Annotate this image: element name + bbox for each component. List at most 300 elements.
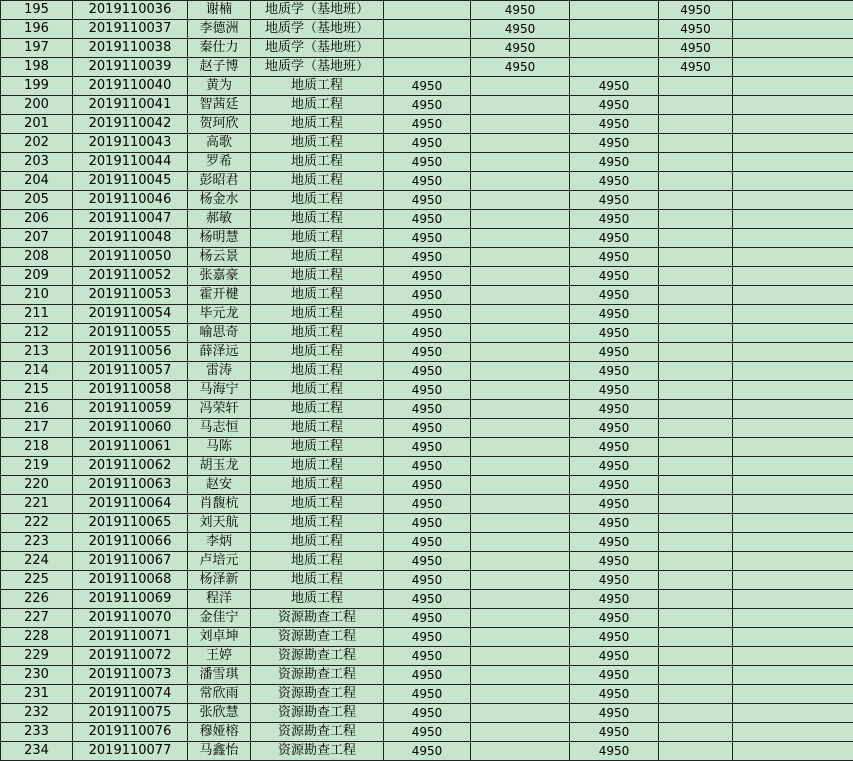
cell-index[interactable]: 204 bbox=[1, 172, 73, 191]
table-row[interactable] bbox=[1, 400, 853, 419]
cell-amount-a[interactable]: 4950 bbox=[384, 191, 471, 210]
cell-amount-a[interactable]: 4950 bbox=[384, 609, 471, 628]
cell-major[interactable]: 资源勘查工程 bbox=[251, 628, 384, 647]
cell-name[interactable]: 金佳宁 bbox=[188, 609, 251, 628]
cell-amount-b[interactable] bbox=[471, 476, 570, 495]
cell-student-id[interactable]: 2019110056 bbox=[73, 343, 188, 362]
cell-amount-b[interactable]: 4950 bbox=[471, 1, 570, 20]
cell-major[interactable]: 资源勘查工程 bbox=[251, 723, 384, 742]
cell-amount-b[interactable] bbox=[471, 286, 570, 305]
cell-amount-c[interactable]: 4950 bbox=[570, 191, 659, 210]
cell-major[interactable]: 地质学（基地班） bbox=[251, 1, 384, 20]
cell-amount-b[interactable] bbox=[471, 362, 570, 381]
cell-amount-a[interactable]: 4950 bbox=[384, 172, 471, 191]
cell-name[interactable]: 赵子博 bbox=[188, 58, 251, 77]
cell-amount-d[interactable] bbox=[659, 210, 733, 229]
cell-name[interactable]: 刘卓坤 bbox=[188, 628, 251, 647]
cell-index[interactable]: 202 bbox=[1, 134, 73, 153]
cell-student-id[interactable]: 2019110066 bbox=[73, 533, 188, 552]
cell-major[interactable]: 地质工程 bbox=[251, 115, 384, 134]
cell-amount-b[interactable] bbox=[471, 495, 570, 514]
cell-amount-a[interactable]: 4950 bbox=[384, 628, 471, 647]
table-row[interactable] bbox=[1, 58, 853, 77]
cell-amount-a[interactable]: 4950 bbox=[384, 115, 471, 134]
cell-amount-c[interactable]: 4950 bbox=[570, 533, 659, 552]
cell-index[interactable]: 205 bbox=[1, 191, 73, 210]
cell-student-id[interactable]: 2019110065 bbox=[73, 514, 188, 533]
cell-amount-b[interactable] bbox=[471, 666, 570, 685]
table-row[interactable] bbox=[1, 419, 853, 438]
cell-amount-a[interactable]: 4950 bbox=[384, 286, 471, 305]
cell-major[interactable]: 地质工程 bbox=[251, 362, 384, 381]
cell-amount-b[interactable] bbox=[471, 343, 570, 362]
cell-empty[interactable] bbox=[733, 248, 853, 267]
cell-amount-a[interactable]: 4950 bbox=[384, 96, 471, 115]
table-row[interactable] bbox=[1, 362, 853, 381]
cell-amount-b[interactable] bbox=[471, 153, 570, 172]
cell-student-id[interactable]: 2019110036 bbox=[73, 1, 188, 20]
cell-empty[interactable] bbox=[733, 381, 853, 400]
cell-name[interactable]: 贺珂欣 bbox=[188, 115, 251, 134]
cell-amount-d[interactable] bbox=[659, 476, 733, 495]
table-row[interactable] bbox=[1, 343, 853, 362]
cell-amount-d[interactable]: 4950 bbox=[659, 58, 733, 77]
cell-amount-d[interactable] bbox=[659, 172, 733, 191]
cell-major[interactable]: 地质工程 bbox=[251, 153, 384, 172]
cell-student-id[interactable]: 2019110067 bbox=[73, 552, 188, 571]
cell-student-id[interactable]: 2019110070 bbox=[73, 609, 188, 628]
cell-name[interactable]: 谢楠 bbox=[188, 1, 251, 20]
cell-amount-b[interactable] bbox=[471, 210, 570, 229]
cell-amount-a[interactable]: 4950 bbox=[384, 533, 471, 552]
table-row[interactable] bbox=[1, 590, 853, 609]
cell-major[interactable]: 地质工程 bbox=[251, 514, 384, 533]
table-row[interactable] bbox=[1, 172, 853, 191]
cell-student-id[interactable]: 2019110050 bbox=[73, 248, 188, 267]
cell-amount-b[interactable] bbox=[471, 381, 570, 400]
table-row[interactable] bbox=[1, 20, 853, 39]
cell-amount-a[interactable]: 4950 bbox=[384, 362, 471, 381]
cell-amount-c[interactable]: 4950 bbox=[570, 704, 659, 723]
cell-name[interactable]: 马志恒 bbox=[188, 419, 251, 438]
cell-amount-a[interactable]: 4950 bbox=[384, 476, 471, 495]
cell-student-id[interactable]: 2019110064 bbox=[73, 495, 188, 514]
cell-amount-a[interactable] bbox=[384, 20, 471, 39]
cell-index[interactable]: 219 bbox=[1, 457, 73, 476]
cell-student-id[interactable]: 2019110073 bbox=[73, 666, 188, 685]
cell-empty[interactable] bbox=[733, 495, 853, 514]
cell-amount-d[interactable] bbox=[659, 267, 733, 286]
cell-student-id[interactable]: 2019110046 bbox=[73, 191, 188, 210]
table-row[interactable] bbox=[1, 115, 853, 134]
cell-amount-a[interactable]: 4950 bbox=[384, 704, 471, 723]
cell-amount-a[interactable]: 4950 bbox=[384, 647, 471, 666]
table-row[interactable] bbox=[1, 457, 853, 476]
cell-amount-a[interactable]: 4950 bbox=[384, 438, 471, 457]
cell-amount-c[interactable]: 4950 bbox=[570, 96, 659, 115]
cell-student-id[interactable]: 2019110071 bbox=[73, 628, 188, 647]
cell-amount-b[interactable]: 4950 bbox=[471, 20, 570, 39]
cell-amount-d[interactable] bbox=[659, 438, 733, 457]
cell-empty[interactable] bbox=[733, 419, 853, 438]
cell-major[interactable]: 地质工程 bbox=[251, 590, 384, 609]
cell-empty[interactable] bbox=[733, 229, 853, 248]
cell-amount-d[interactable] bbox=[659, 723, 733, 742]
cell-major[interactable]: 地质工程 bbox=[251, 191, 384, 210]
cell-amount-c[interactable]: 4950 bbox=[570, 438, 659, 457]
cell-amount-c[interactable]: 4950 bbox=[570, 685, 659, 704]
cell-name[interactable]: 高歌 bbox=[188, 134, 251, 153]
cell-amount-c[interactable]: 4950 bbox=[570, 229, 659, 248]
cell-amount-d[interactable] bbox=[659, 134, 733, 153]
cell-amount-b[interactable] bbox=[471, 267, 570, 286]
table-row[interactable] bbox=[1, 647, 853, 666]
cell-name[interactable]: 李炳 bbox=[188, 533, 251, 552]
cell-student-id[interactable]: 2019110043 bbox=[73, 134, 188, 153]
cell-student-id[interactable]: 2019110069 bbox=[73, 590, 188, 609]
cell-index[interactable]: 201 bbox=[1, 115, 73, 134]
cell-name[interactable]: 胡玉龙 bbox=[188, 457, 251, 476]
cell-amount-b[interactable] bbox=[471, 400, 570, 419]
cell-amount-b[interactable] bbox=[471, 248, 570, 267]
cell-amount-d[interactable] bbox=[659, 324, 733, 343]
cell-student-id[interactable]: 2019110045 bbox=[73, 172, 188, 191]
cell-index[interactable]: 198 bbox=[1, 58, 73, 77]
cell-amount-a[interactable]: 4950 bbox=[384, 742, 471, 761]
cell-index[interactable]: 197 bbox=[1, 39, 73, 58]
cell-name[interactable]: 冯荣轩 bbox=[188, 400, 251, 419]
cell-amount-a[interactable]: 4950 bbox=[384, 134, 471, 153]
cell-index[interactable]: 233 bbox=[1, 723, 73, 742]
cell-amount-a[interactable] bbox=[384, 1, 471, 20]
cell-amount-d[interactable] bbox=[659, 533, 733, 552]
cell-amount-a[interactable]: 4950 bbox=[384, 400, 471, 419]
cell-amount-c[interactable]: 4950 bbox=[570, 267, 659, 286]
cell-major[interactable]: 地质工程 bbox=[251, 248, 384, 267]
cell-name[interactable]: 刘天航 bbox=[188, 514, 251, 533]
cell-major[interactable]: 地质学（基地班） bbox=[251, 39, 384, 58]
cell-amount-d[interactable] bbox=[659, 419, 733, 438]
cell-major[interactable]: 地质工程 bbox=[251, 210, 384, 229]
cell-amount-d[interactable] bbox=[659, 248, 733, 267]
cell-amount-c[interactable]: 4950 bbox=[570, 210, 659, 229]
cell-amount-d[interactable] bbox=[659, 77, 733, 96]
cell-index[interactable]: 210 bbox=[1, 286, 73, 305]
cell-amount-c[interactable]: 4950 bbox=[570, 172, 659, 191]
table-row[interactable] bbox=[1, 704, 853, 723]
cell-amount-c[interactable]: 4950 bbox=[570, 286, 659, 305]
cell-name[interactable]: 穆娅榕 bbox=[188, 723, 251, 742]
table-row[interactable] bbox=[1, 210, 853, 229]
cell-amount-d[interactable] bbox=[659, 153, 733, 172]
cell-amount-d[interactable] bbox=[659, 286, 733, 305]
cell-empty[interactable] bbox=[733, 476, 853, 495]
cell-name[interactable]: 薛泽远 bbox=[188, 343, 251, 362]
cell-amount-a[interactable]: 4950 bbox=[384, 229, 471, 248]
cell-amount-c[interactable] bbox=[570, 20, 659, 39]
cell-major[interactable]: 地质工程 bbox=[251, 172, 384, 191]
cell-empty[interactable] bbox=[733, 39, 853, 58]
cell-index[interactable]: 199 bbox=[1, 77, 73, 96]
cell-name[interactable]: 霍开楗 bbox=[188, 286, 251, 305]
cell-amount-d[interactable] bbox=[659, 495, 733, 514]
cell-amount-b[interactable] bbox=[471, 742, 570, 761]
cell-amount-c[interactable]: 4950 bbox=[570, 324, 659, 343]
cell-index[interactable]: 222 bbox=[1, 514, 73, 533]
cell-empty[interactable] bbox=[733, 115, 853, 134]
cell-student-id[interactable]: 2019110044 bbox=[73, 153, 188, 172]
table-row[interactable] bbox=[1, 628, 853, 647]
cell-amount-a[interactable] bbox=[384, 58, 471, 77]
cell-empty[interactable] bbox=[733, 1, 853, 20]
cell-name[interactable]: 王婷 bbox=[188, 647, 251, 666]
cell-major[interactable]: 地质工程 bbox=[251, 552, 384, 571]
cell-amount-b[interactable] bbox=[471, 77, 570, 96]
cell-amount-a[interactable]: 4950 bbox=[384, 324, 471, 343]
cell-amount-d[interactable] bbox=[659, 552, 733, 571]
table-row[interactable] bbox=[1, 476, 853, 495]
cell-amount-b[interactable]: 4950 bbox=[471, 58, 570, 77]
cell-student-id[interactable]: 2019110039 bbox=[73, 58, 188, 77]
cell-index[interactable]: 225 bbox=[1, 571, 73, 590]
cell-index[interactable]: 221 bbox=[1, 495, 73, 514]
cell-major[interactable]: 资源勘查工程 bbox=[251, 666, 384, 685]
cell-amount-c[interactable]: 4950 bbox=[570, 134, 659, 153]
cell-index[interactable]: 196 bbox=[1, 20, 73, 39]
cell-index[interactable]: 214 bbox=[1, 362, 73, 381]
cell-name[interactable]: 雷涛 bbox=[188, 362, 251, 381]
cell-amount-a[interactable]: 4950 bbox=[384, 419, 471, 438]
cell-student-id[interactable]: 2019110038 bbox=[73, 39, 188, 58]
cell-amount-d[interactable] bbox=[659, 514, 733, 533]
cell-amount-c[interactable]: 4950 bbox=[570, 647, 659, 666]
cell-amount-c[interactable]: 4950 bbox=[570, 457, 659, 476]
cell-empty[interactable] bbox=[733, 514, 853, 533]
cell-name[interactable]: 罗希 bbox=[188, 153, 251, 172]
cell-major[interactable]: 地质学（基地班） bbox=[251, 58, 384, 77]
cell-index[interactable]: 216 bbox=[1, 400, 73, 419]
cell-name[interactable]: 张嘉豪 bbox=[188, 267, 251, 286]
cell-amount-a[interactable]: 4950 bbox=[384, 248, 471, 267]
cell-index[interactable]: 217 bbox=[1, 419, 73, 438]
cell-student-id[interactable]: 2019110074 bbox=[73, 685, 188, 704]
cell-amount-a[interactable]: 4950 bbox=[384, 210, 471, 229]
cell-name[interactable]: 郝敏 bbox=[188, 210, 251, 229]
cell-amount-a[interactable] bbox=[384, 39, 471, 58]
cell-amount-a[interactable]: 4950 bbox=[384, 77, 471, 96]
cell-amount-c[interactable]: 4950 bbox=[570, 571, 659, 590]
cell-amount-c[interactable]: 4950 bbox=[570, 153, 659, 172]
cell-student-id[interactable]: 2019110047 bbox=[73, 210, 188, 229]
cell-index[interactable]: 209 bbox=[1, 267, 73, 286]
cell-name[interactable]: 彭昭君 bbox=[188, 172, 251, 191]
cell-empty[interactable] bbox=[733, 571, 853, 590]
cell-amount-b[interactable] bbox=[471, 685, 570, 704]
cell-empty[interactable] bbox=[733, 533, 853, 552]
cell-student-id[interactable]: 2019110042 bbox=[73, 115, 188, 134]
cell-major[interactable]: 资源勘查工程 bbox=[251, 685, 384, 704]
cell-index[interactable]: 224 bbox=[1, 552, 73, 571]
cell-major[interactable]: 资源勘查工程 bbox=[251, 742, 384, 761]
cell-amount-d[interactable] bbox=[659, 115, 733, 134]
cell-amount-b[interactable] bbox=[471, 647, 570, 666]
table-row[interactable] bbox=[1, 723, 853, 742]
cell-amount-c[interactable]: 4950 bbox=[570, 514, 659, 533]
cell-empty[interactable] bbox=[733, 58, 853, 77]
table-row[interactable] bbox=[1, 495, 853, 514]
cell-major[interactable]: 地质工程 bbox=[251, 343, 384, 362]
cell-amount-a[interactable]: 4950 bbox=[384, 685, 471, 704]
cell-index[interactable]: 215 bbox=[1, 381, 73, 400]
cell-major[interactable]: 地质工程 bbox=[251, 495, 384, 514]
cell-major[interactable]: 地质工程 bbox=[251, 324, 384, 343]
cell-amount-c[interactable]: 4950 bbox=[570, 552, 659, 571]
cell-amount-a[interactable]: 4950 bbox=[384, 514, 471, 533]
cell-amount-b[interactable] bbox=[471, 628, 570, 647]
cell-amount-b[interactable] bbox=[471, 115, 570, 134]
cell-index[interactable]: 208 bbox=[1, 248, 73, 267]
cell-empty[interactable] bbox=[733, 362, 853, 381]
cell-index[interactable]: 229 bbox=[1, 647, 73, 666]
table-row[interactable] bbox=[1, 77, 853, 96]
cell-index[interactable]: 213 bbox=[1, 343, 73, 362]
cell-amount-d[interactable]: 4950 bbox=[659, 20, 733, 39]
cell-empty[interactable] bbox=[733, 628, 853, 647]
cell-amount-b[interactable] bbox=[471, 609, 570, 628]
table-row[interactable] bbox=[1, 381, 853, 400]
cell-empty[interactable] bbox=[733, 666, 853, 685]
cell-index[interactable]: 226 bbox=[1, 590, 73, 609]
cell-empty[interactable] bbox=[733, 96, 853, 115]
cell-amount-d[interactable] bbox=[659, 704, 733, 723]
table-row[interactable] bbox=[1, 96, 853, 115]
cell-index[interactable]: 228 bbox=[1, 628, 73, 647]
cell-student-id[interactable]: 2019110060 bbox=[73, 419, 188, 438]
cell-index[interactable]: 200 bbox=[1, 96, 73, 115]
cell-amount-c[interactable]: 4950 bbox=[570, 400, 659, 419]
cell-major[interactable]: 地质工程 bbox=[251, 571, 384, 590]
cell-index[interactable]: 231 bbox=[1, 685, 73, 704]
cell-amount-b[interactable] bbox=[471, 324, 570, 343]
cell-amount-b[interactable]: 4950 bbox=[471, 39, 570, 58]
cell-amount-b[interactable] bbox=[471, 552, 570, 571]
cell-student-id[interactable]: 2019110059 bbox=[73, 400, 188, 419]
cell-student-id[interactable]: 2019110054 bbox=[73, 305, 188, 324]
cell-amount-a[interactable]: 4950 bbox=[384, 381, 471, 400]
cell-amount-a[interactable]: 4950 bbox=[384, 495, 471, 514]
cell-amount-d[interactable] bbox=[659, 229, 733, 248]
cell-amount-c[interactable]: 4950 bbox=[570, 381, 659, 400]
cell-student-id[interactable]: 2019110053 bbox=[73, 286, 188, 305]
cell-amount-b[interactable] bbox=[471, 172, 570, 191]
table-row[interactable] bbox=[1, 229, 853, 248]
cell-index[interactable]: 203 bbox=[1, 153, 73, 172]
table-row[interactable] bbox=[1, 324, 853, 343]
cell-major[interactable]: 地质工程 bbox=[251, 267, 384, 286]
cell-index[interactable]: 218 bbox=[1, 438, 73, 457]
cell-amount-b[interactable] bbox=[471, 533, 570, 552]
cell-amount-d[interactable] bbox=[659, 191, 733, 210]
cell-index[interactable]: 230 bbox=[1, 666, 73, 685]
cell-name[interactable]: 张欣慧 bbox=[188, 704, 251, 723]
cell-amount-a[interactable]: 4950 bbox=[384, 552, 471, 571]
cell-amount-b[interactable] bbox=[471, 305, 570, 324]
cell-amount-c[interactable]: 4950 bbox=[570, 362, 659, 381]
cell-major[interactable]: 地质工程 bbox=[251, 134, 384, 153]
cell-amount-d[interactable] bbox=[659, 96, 733, 115]
cell-student-id[interactable]: 2019110063 bbox=[73, 476, 188, 495]
cell-major[interactable]: 地质工程 bbox=[251, 533, 384, 552]
cell-student-id[interactable]: 2019110072 bbox=[73, 647, 188, 666]
cell-name[interactable]: 李德洲 bbox=[188, 20, 251, 39]
cell-amount-b[interactable] bbox=[471, 571, 570, 590]
cell-amount-c[interactable]: 4950 bbox=[570, 77, 659, 96]
cell-amount-c[interactable]: 4950 bbox=[570, 628, 659, 647]
cell-amount-c[interactable]: 4950 bbox=[570, 723, 659, 742]
cell-amount-c[interactable] bbox=[570, 1, 659, 20]
cell-index[interactable]: 220 bbox=[1, 476, 73, 495]
cell-major[interactable]: 资源勘查工程 bbox=[251, 647, 384, 666]
cell-index[interactable]: 232 bbox=[1, 704, 73, 723]
cell-empty[interactable] bbox=[733, 438, 853, 457]
cell-major[interactable]: 地质工程 bbox=[251, 381, 384, 400]
cell-amount-c[interactable]: 4950 bbox=[570, 419, 659, 438]
cell-empty[interactable] bbox=[733, 134, 853, 153]
cell-index[interactable]: 223 bbox=[1, 533, 73, 552]
table-row[interactable] bbox=[1, 609, 853, 628]
cell-name[interactable]: 毕元龙 bbox=[188, 305, 251, 324]
table-row[interactable] bbox=[1, 666, 853, 685]
cell-name[interactable]: 杨明慧 bbox=[188, 229, 251, 248]
cell-major[interactable]: 地质工程 bbox=[251, 400, 384, 419]
cell-amount-d[interactable]: 4950 bbox=[659, 1, 733, 20]
cell-student-id[interactable]: 2019110037 bbox=[73, 20, 188, 39]
cell-empty[interactable] bbox=[733, 286, 853, 305]
cell-empty[interactable] bbox=[733, 552, 853, 571]
cell-amount-d[interactable] bbox=[659, 685, 733, 704]
cell-amount-d[interactable] bbox=[659, 457, 733, 476]
cell-student-id[interactable]: 2019110052 bbox=[73, 267, 188, 286]
cell-name[interactable]: 秦仕力 bbox=[188, 39, 251, 58]
cell-amount-b[interactable] bbox=[471, 191, 570, 210]
cell-major[interactable]: 资源勘查工程 bbox=[251, 704, 384, 723]
cell-student-id[interactable]: 2019110077 bbox=[73, 742, 188, 761]
cell-student-id[interactable]: 2019110062 bbox=[73, 457, 188, 476]
table-row[interactable] bbox=[1, 1, 853, 20]
cell-major[interactable]: 资源勘查工程 bbox=[251, 609, 384, 628]
cell-empty[interactable] bbox=[733, 191, 853, 210]
cell-empty[interactable] bbox=[733, 647, 853, 666]
cell-name[interactable]: 杨云景 bbox=[188, 248, 251, 267]
cell-name[interactable]: 马海宁 bbox=[188, 381, 251, 400]
cell-empty[interactable] bbox=[733, 210, 853, 229]
cell-major[interactable]: 地质学（基地班） bbox=[251, 20, 384, 39]
cell-index[interactable]: 195 bbox=[1, 1, 73, 20]
cell-student-id[interactable]: 2019110048 bbox=[73, 229, 188, 248]
cell-amount-d[interactable] bbox=[659, 343, 733, 362]
cell-amount-b[interactable] bbox=[471, 229, 570, 248]
cell-amount-a[interactable]: 4950 bbox=[384, 723, 471, 742]
cell-empty[interactable] bbox=[733, 77, 853, 96]
cell-major[interactable]: 地质工程 bbox=[251, 457, 384, 476]
cell-major[interactable]: 地质工程 bbox=[251, 286, 384, 305]
cell-name[interactable]: 黄为 bbox=[188, 77, 251, 96]
cell-name[interactable]: 肖馥杭 bbox=[188, 495, 251, 514]
cell-amount-b[interactable] bbox=[471, 134, 570, 153]
cell-name[interactable]: 喻思奇 bbox=[188, 324, 251, 343]
cell-student-id[interactable]: 2019110061 bbox=[73, 438, 188, 457]
cell-index[interactable]: 206 bbox=[1, 210, 73, 229]
